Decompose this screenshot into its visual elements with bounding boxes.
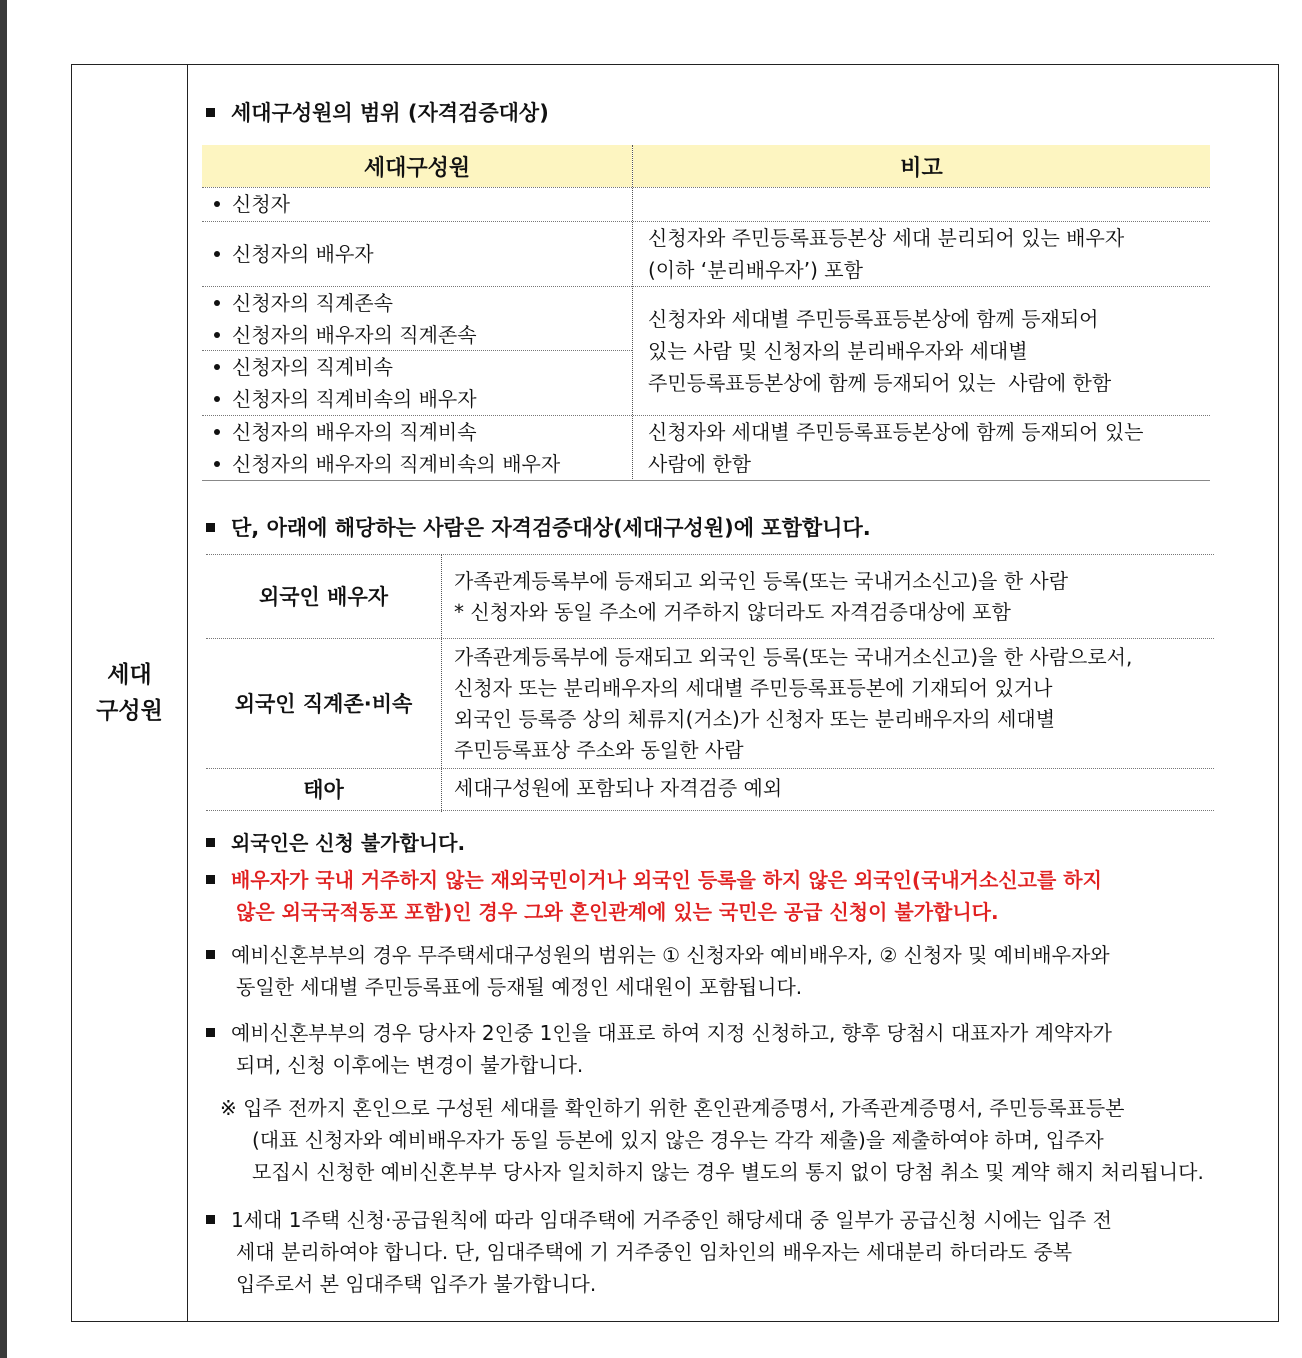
bullet-icon: [214, 332, 220, 338]
section1-heading: 세대구성원의 범위 (자격검증대상): [206, 97, 549, 127]
square-bullet-icon: [206, 838, 215, 847]
header-members: 세대구성원: [202, 145, 632, 187]
label-fetus: 태아: [303, 778, 344, 802]
note-foreigner: 외국인은 신청 불가합니다.: [206, 827, 1266, 859]
square-bullet-icon: [206, 108, 215, 117]
note-warning: 배우자가 국내 거주하지 않는 재외국민이거나 외국인 등록을 하지 않은 외국인(국내거소신고를 하지 않은 외국국적동포 포함)인 경우 그와 혼인관계에 있는 국민은 공급 신청이 불가합니다.: [206, 864, 1266, 928]
label-foreign-spouse: 외국인 배우자: [258, 585, 389, 609]
window-edge: [0, 0, 7, 1358]
table-row: 신청자의 배우자: [214, 238, 374, 270]
bullet-icon: [214, 461, 220, 467]
table-row: 신청자의 배우자의 직계비속 신청자의 배우자의 직계비속의 배우자: [214, 416, 560, 480]
remark-cell: 신청자와 세대별 주민등록표등본상에 함께 등재되어 있는 사람 및 신청자의 분리배우자와 세대별 주민등록표등본상에 함께 등재되어 있는 사람에 한함: [648, 307, 1112, 395]
row-label: 세대 구성원: [96, 662, 163, 724]
note-household-separation: 1세대 1주택 신청·공급원칙에 따라 임대주택에 거주중인 해당세대 중 일부가 공급신청 시에는 입주 전 세대 분리하여야 합니다. 단, 임대주택에 기 거주중인 임차인의 배우자는 세대분리 하더라도 중복 입주로서 본 임대주택 입주가 불가합니다.: [206, 1204, 1266, 1300]
bullet-icon: [214, 429, 220, 435]
remark-cell: 신청자와 주민등록표등본상 세대 분리되어 있는 배우자 (이하 ‘분리배우자’) 포함: [648, 226, 1125, 282]
table-row: 신청자의 직계비속 신청자의 직계비속의 배우자: [214, 351, 477, 415]
remark-cell: 신청자와 세대별 주민등록표등본상에 함께 등재되어 있는 사람에 한함: [648, 420, 1144, 476]
section2-heading: 단, 아래에 해당하는 사람은 자격검증대상(세대구성원)에 포함합니다.: [206, 512, 871, 542]
row-label-cell: [72, 65, 188, 1321]
table-row: 가족관계등록부에 등재되고 외국인 등록(또는 국내거소신고)을 한 사람으로서, 신청자 또는 분리배우자의 세대별 주민등록표등본에 기재되어 있거나 외국인 등록증 상의 체류지(거소)가 신청자 또는 분리배우자의 세대별 주민등록표상 주소와 동일한 사람: [454, 645, 1133, 762]
household-member-table: [71, 64, 1279, 1322]
table-row: 가족관계등록부에 등재되고 외국인 등록(또는 국내거소신고)을 한 사람 * 신청자와 동일 주소에 거주하지 않더라도 자격검증대상에 포함: [454, 569, 1069, 624]
bullet-icon: [214, 396, 220, 402]
label-foreign-lineal: 외국인 직계존·비속: [234, 692, 413, 716]
table-row: 세대구성원에 포함되나 자격검증 예외: [454, 776, 783, 800]
bullet-icon: [214, 364, 220, 370]
table-row: 신청자의 직계존속 신청자의 배우자의 직계존속: [214, 287, 477, 351]
square-bullet-icon: [206, 1215, 215, 1224]
bullet-icon: [214, 201, 220, 207]
square-bullet-icon: [206, 523, 215, 532]
square-bullet-icon: [206, 875, 215, 884]
foreigner-table: [206, 554, 1214, 812]
note-prenuptial-representative: 예비신혼부부의 경우 당사자 2인중 1인을 대표로 하여 지정 신청하고, 향후 당첨시 대표자가 계약자가 되며, 신청 이후에는 변경이 불가합니다.: [206, 1017, 1266, 1081]
table-row: 신청자: [214, 188, 290, 220]
bullet-icon: [214, 251, 220, 257]
note-documents: ※ 입주 전까지 혼인으로 구성된 세대를 확인하기 위한 혼인관계증명서, 가족관계증명서, 주민등록표등본 (대표 신청자와 예비배우자가 동일 등본에 있지 않은 경우는 각각 제출)을 제출하여야 하며, 입주자 모집시 신청한 예비신혼부부 당사자 일치하지 않는 경우 별도의 통지 없이 당첨 취소 및 계약 해지 처리됩니다.: [220, 1096, 1204, 1184]
square-bullet-icon: [206, 950, 215, 959]
header-remarks: 비고: [633, 145, 1210, 187]
bullet-icon: [214, 300, 220, 306]
square-bullet-icon: [206, 1028, 215, 1037]
note-prenuptial-scope: 예비신혼부부의 경우 무주택세대구성원의 범위는 ① 신청자와 예비배우자, ② 신청자 및 예비배우자와 동일한 세대별 주민등록표에 등재될 예정인 세대원이 포함됩니다.: [206, 939, 1266, 1003]
content-cell: [188, 65, 1278, 1321]
member-scope-table: [202, 145, 1210, 481]
